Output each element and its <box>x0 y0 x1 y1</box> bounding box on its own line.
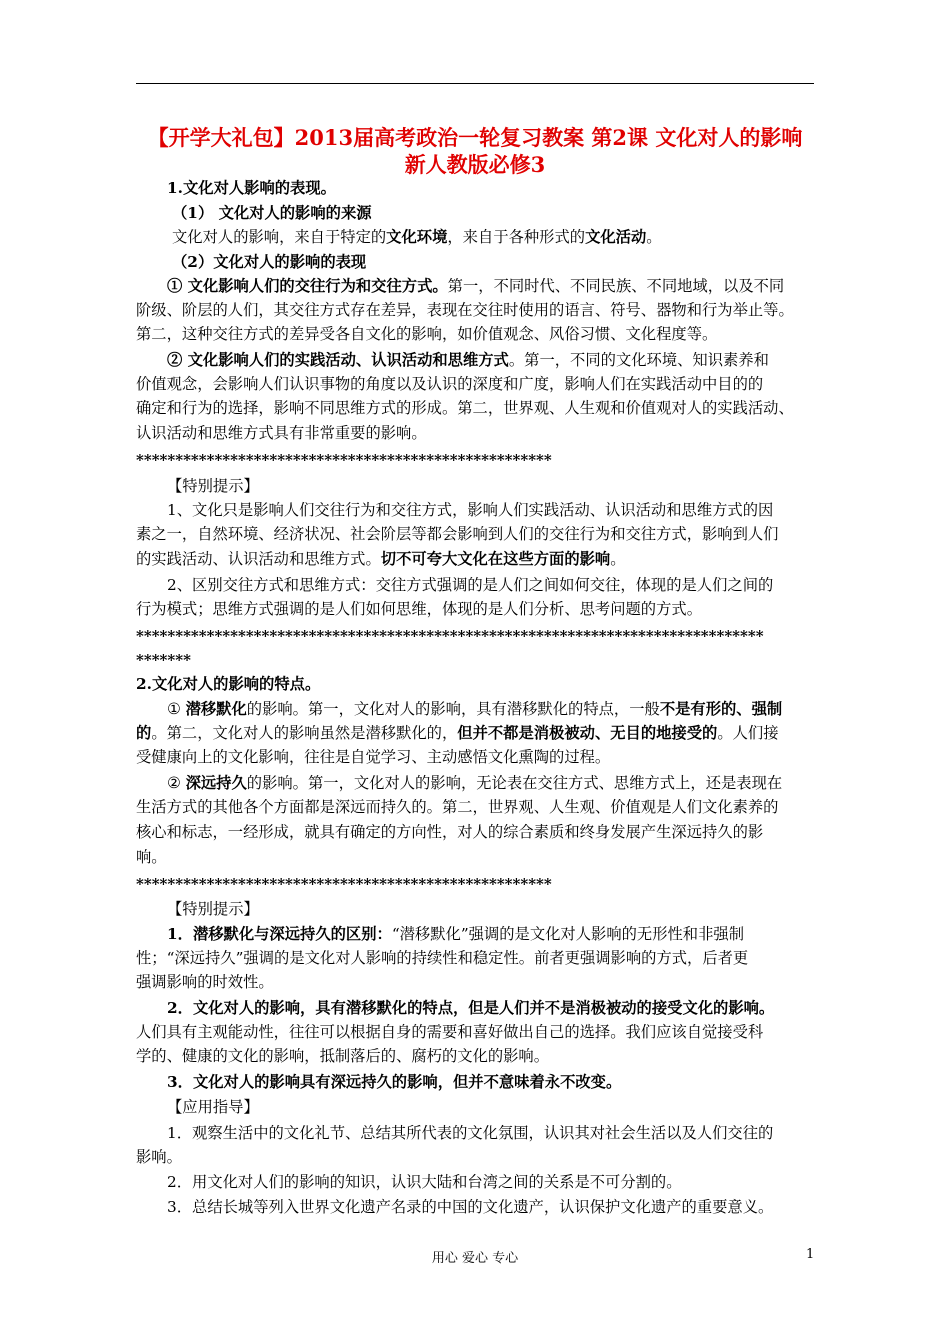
section2-p1-line-2: 的。第二，文化对人的影响虽然是潜移默化的，但并不都是消极被动、无目的地接受的。人们接 <box>136 724 779 742</box>
document-subtitle: 新人教版必修3 <box>404 152 546 177</box>
separator-stars: ***************************************************** <box>136 451 552 469</box>
guide-item-3: 3．总结长城等列入世界文化遗产名录的中国的文化遗产，认识保护文化遗产的重要意义。 <box>167 1198 774 1216</box>
tip1-b-line-1: 2、区别交往方式和思维方式：交往方式强调的是人们之间如何交往，体现的是人们之间的 <box>167 576 774 594</box>
section2-p2-line-3: 核心和标志，一经形成，就具有确定的方向性，对人的综合素质和终身发展产生深远持久的影 <box>136 823 764 841</box>
separator-stars-long: ******************************************************************************** <box>136 627 764 645</box>
guide-item-1-line-1: 1．观察生活中的文化礼节、总结其所代表的文化氛围，认识其对社会生活以及人们交往的 <box>167 1124 774 1142</box>
tip2-a-line-2: 性；“深远持久”强调的是文化对人影响的持续性和稳定性。前者更强调影响的方式，后者更 <box>136 949 749 967</box>
section2-p2-line-4: 响。 <box>136 848 167 866</box>
paragraph-1-line-2: 阶级、阶层的人们，其交往方式存在差异，表现在交往时使用的语言、符号、器物和行为举止等。 <box>136 301 794 319</box>
tip2-label: 【特别提示】 <box>167 900 259 918</box>
paragraph-2-line-4: 认识活动和思维方式具有非常重要的影响。 <box>136 424 427 442</box>
tip2-b-line-3: 学的、健康的文化的影响，抵制落后的、腐朽的文化的影响。 <box>136 1047 550 1065</box>
section2-p1-line-3: 受健康向上的文化影响，往往是自觉学习、主动感悟文化熏陶的过程。 <box>136 748 611 766</box>
header-rule <box>136 83 814 84</box>
guide-label: 【应用指导】 <box>167 1098 259 1116</box>
document-title: 【开学大礼包】2013届高考政治一轮复习教案 第2课 文化对人的影响 <box>147 125 803 150</box>
tip2-a-line-1: 1．潜移默化与深远持久的区别：“潜移默化”强调的是文化对人影响的无形性和非强制 <box>167 925 744 943</box>
tip2-a-line-3: 强调影响的时效性。 <box>136 973 274 991</box>
section1-sub2: （2）文化对人的影响的表现 <box>172 253 367 271</box>
paragraph-1-line-1: ① 文化影响人们的交往行为和交往方式。第一，不同时代、不同民族、不同地域，以及不同 <box>167 277 785 295</box>
tip1-a-line-2: 素之一，自然环境、经济状况、社会阶层等都会影响到人们的交往行为和交往方式，影响到人们 <box>136 525 779 543</box>
separator-stars-tail: ******* <box>136 651 191 669</box>
section1-sub1: （1） 文化对人的影响的来源 <box>172 204 372 222</box>
paragraph-1-line-3: 第二，这种交往方式的差异受各自文化的影响，如价值观念、风俗习惯、文化程度等。 <box>136 325 718 343</box>
section2-heading: 2.文化对人的影响的特点。 <box>136 675 321 693</box>
tip-label: 【特别提示】 <box>167 477 259 495</box>
paragraph-2-line-2: 价值观念，会影响人们认识事物的角度以及认识的深度和广度，影响人们在实践活动中目的的 <box>136 375 764 393</box>
section2-p1-line-1: ① 潜移默化的影响。第一，文化对人的影响，具有潜移默化的特点，一般不是有形的、强制 <box>167 700 783 718</box>
guide-item-2: 2．用文化对人们的影响的知识，认识大陆和台湾之间的关系是不可分割的。 <box>167 1173 682 1191</box>
tip1-a-line-1: 1、文化只是影响人们交往行为和交往方式，影响人们实践活动、认识活动和思维方式的因 <box>167 501 774 519</box>
guide-item-1-line-2: 影响。 <box>136 1148 182 1166</box>
tip2-b-line-2: 人们具有主观能动性，往往可以根据自身的需要和喜好做出自己的选择。我们应该自觉接受科 <box>136 1023 764 1041</box>
page-number: 1 <box>806 1247 815 1262</box>
tip1-b-line-2: 行为模式；思维方式强调的是人们如何思维，体现的是人们分析、思考问题的方式。 <box>136 600 702 618</box>
tip2-c-line-1: 3．文化对人的影响具有深远持久的影响，但并不意味着永不改变。 <box>167 1073 622 1091</box>
paragraph-2-line-1: ② 文化影响人们的实践活动、认识活动和思维方式。第一，不同的文化环境、知识素养和 <box>167 351 769 369</box>
tip2-b-line-1: 2．文化对人的影响，具有潜移默化的特点，但是人们并不是消极被动的接受文化的影响。 <box>167 999 775 1017</box>
separator-stars-2: ***************************************************** <box>136 875 552 893</box>
section1-heading: 1.文化对人影响的表现。 <box>167 179 336 197</box>
section2-p2-line-2: 生活方式的其他各个方面都是深远而持久的。第二，世界观、人生观、价值观是人们文化素养的 <box>136 798 779 816</box>
tip1-a-line-3: 的实践活动、认识活动和思维方式。切不可夸大文化在这些方面的影响。 <box>136 550 626 568</box>
paragraph-2-line-3: 确定和行为的选择，影响不同思维方式的形成。第二，世界观、人生观和价值观对人的实践活动、 <box>136 399 794 417</box>
source-line: 文化对人的影响，来自于特定的文化环境，来自于各种形式的文化活动。 <box>172 228 662 246</box>
page-footer: 用心 爱心 专心 <box>431 1251 519 1266</box>
section2-p2-line-1: ② 深远持久的影响。第一，文化对人的影响，无论表在交往方式、思维方式上，还是表现在 <box>167 774 783 792</box>
